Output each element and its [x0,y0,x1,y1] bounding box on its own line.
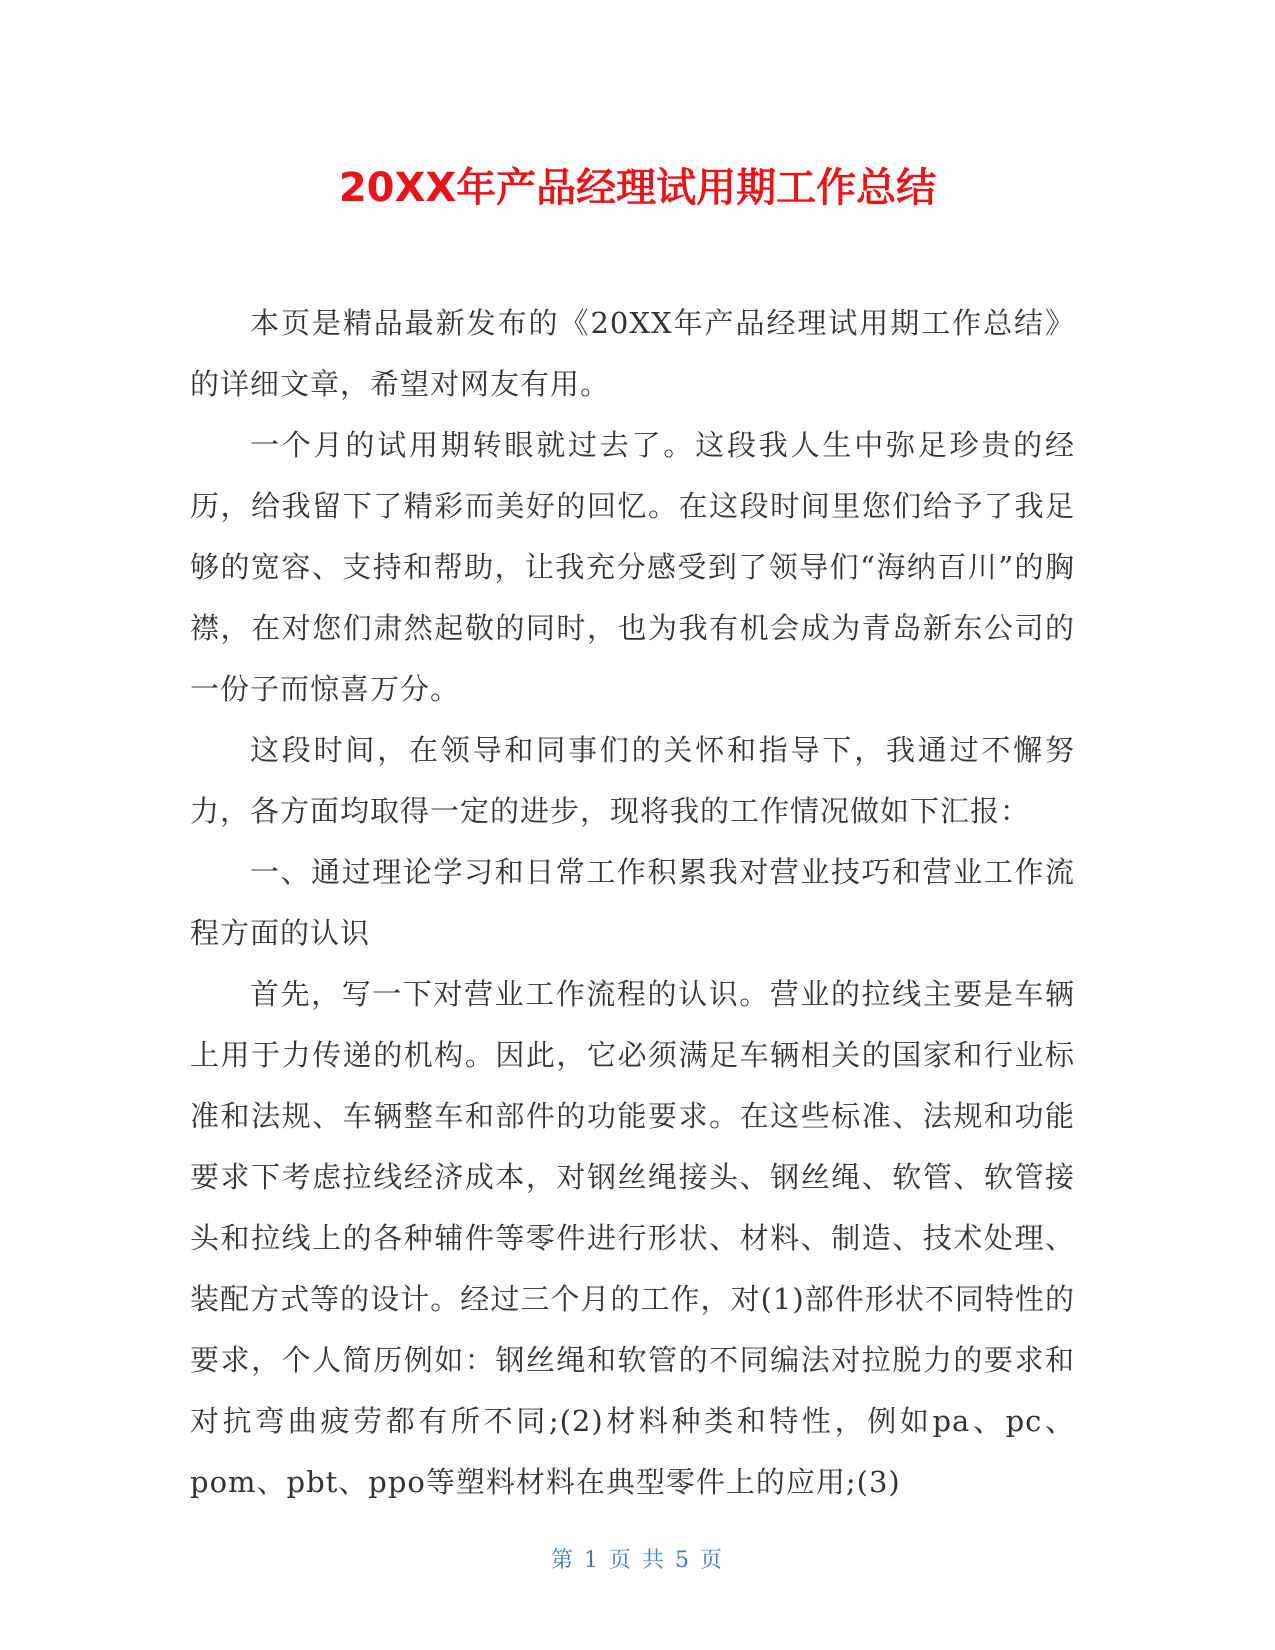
paragraph-workflow: 首先，写一下对营业工作流程的认识。营业的拉线主要是车辆上用于力传递的机构。因此，它必须满足车辆相关的国家和行业标准和法规、车辆整车和部件的功能要求。在这些标准、法规和功能要求下考虑拉线经济成本，对钢丝绳接头、钢丝绳、软管、软管接头和拉线上的各种辅件等零件进行形状、材料、制造、技术处理、装配方式等的设计。经过三个月的工作，对(1)部件形状不同特性的要求，个人简历例如：钢丝绳和软管的不同编法对拉脱力的要求和对抗弯曲疲劳都有所不同;(2)材料种类和特性，例如pa、pc、pom、pbt、ppo等塑料材料在典型零件上的应用;(3) [190,977,1075,1499]
paragraph-probation-reflection: 一个月的试用期转眼就过去了。这段我人生中弥足珍贵的经历，给我留下了精彩而美好的回忆。在这段时间里您们给予了我足够的宽容、支持和帮助，让我充分感受到了领导们“海纳百川”的胸襟，在对您们肃然起敬的同时，也为我有机会成为青岛新东公司的一份子而惊喜万分。 [190,428,1075,706]
document-body [190,293,1075,1513]
section-heading-1: 一、通过理论学习和日常工作积累我对营业技巧和营业工作流程方面的认识 [190,855,1075,950]
document-title: 20XX年产品经理试用期工作总结 [338,165,937,211]
page-number-footer: 第 1 页 共 5 页 [551,1548,724,1573]
paragraph-progress-report: 这段时间，在领导和同事们的关怀和指导下，我通过不懈努力，各方面均取得一定的进步，现将我的工作情况做如下汇报： [190,733,1075,828]
paragraph-intro: 本页是精品最新发布的《20XX年产品经理试用期工作总结》的详细文章，希望对网友有用。 [190,306,1075,401]
